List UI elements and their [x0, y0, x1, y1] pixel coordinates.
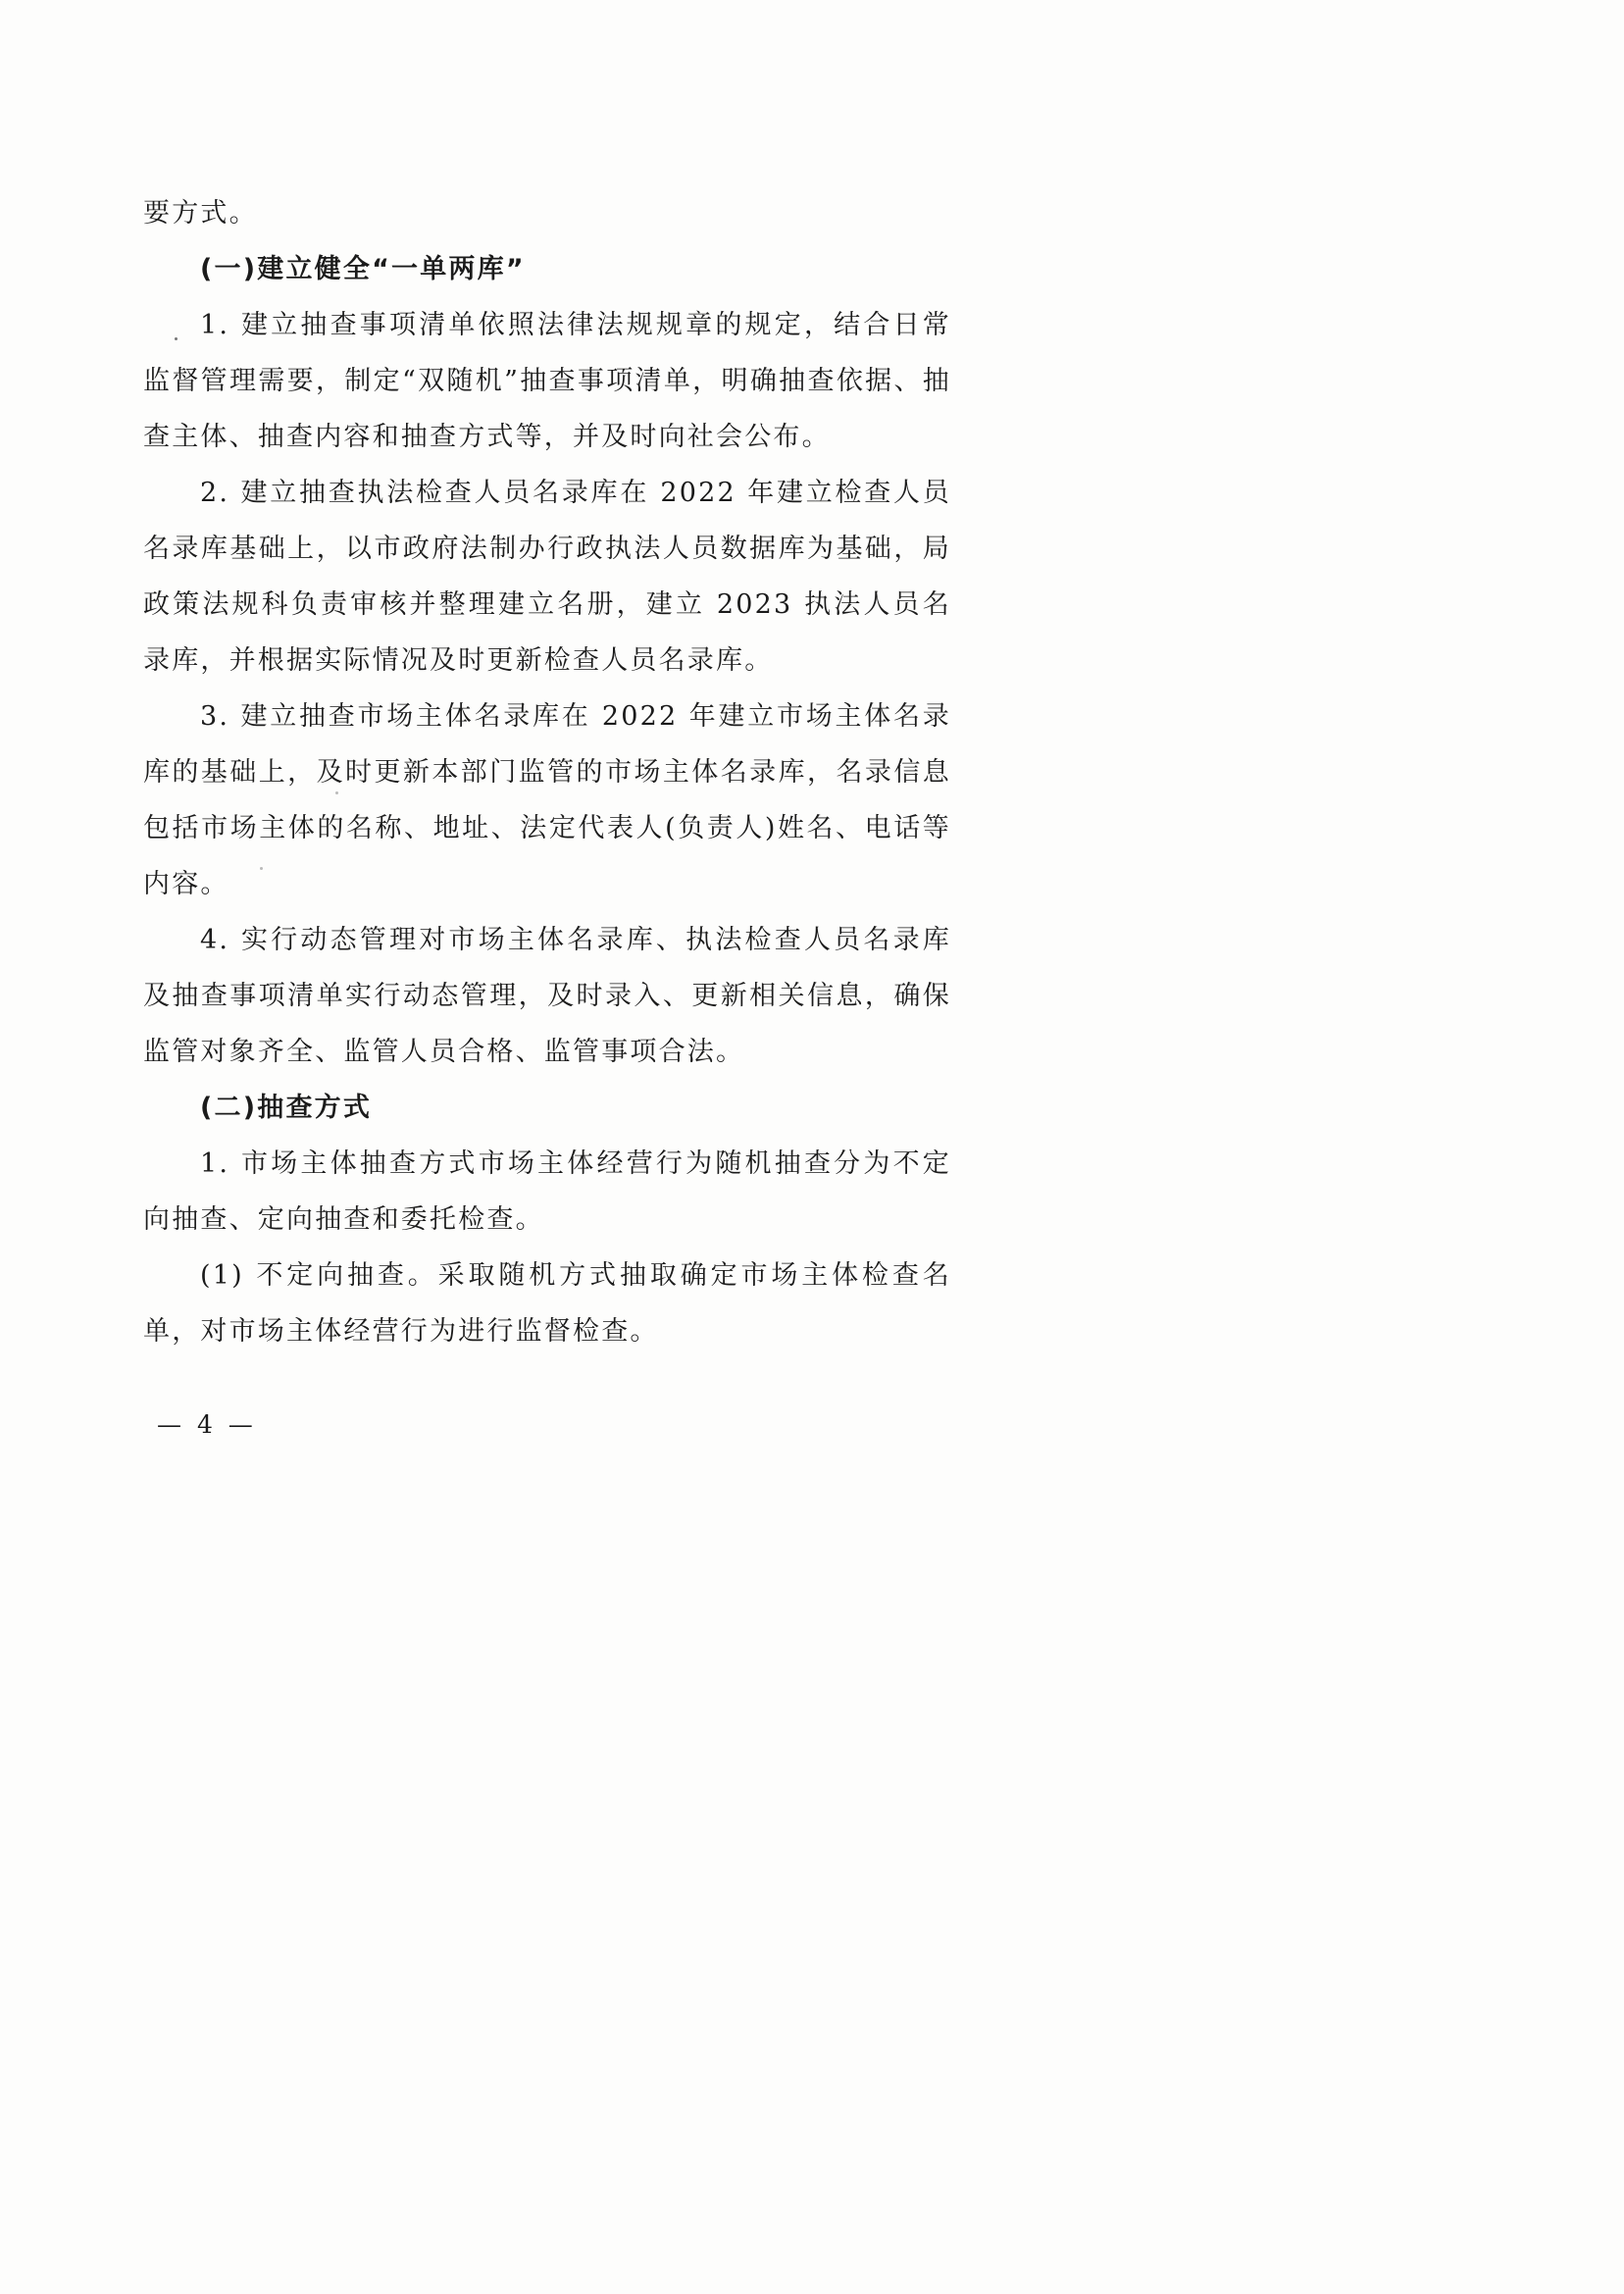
- document-page: [0, 0, 1089, 1535]
- paragraph-item-3: 3. 建立抽查市场主体名录库在 2022 年建立市场主体名录库的基础上，及时更新本部门监管的市场主体名录库，名录信息包括市场主体的名称、地址、法定代表人(负责人)姓名、电话等内容。: [143, 701, 951, 899]
- scan-speck: [260, 867, 263, 870]
- paragraph-item-2: 2. 建立抽查执法检查人员名录库在 2022 年建立检查人员名录库基础上，以市政府法制办行政执法人员数据库为基础，局政策法规科负责审核并整理建立名册，建立 2023 执法人员名录库，并根据实际情况及时更新检查人员名录库。: [143, 478, 951, 676]
- document-body: [143, 185, 951, 1359]
- paragraph-item-4: 4. 实行动态管理对市场主体名录库、执法检查人员名录库及抽查事项清单实行动态管理，及时录入、更新相关信息，确保监管对象齐全、监管人员合格、监管事项合法。: [143, 925, 951, 1067]
- page-number: — 4 —: [157, 1410, 257, 1439]
- scan-speck: [175, 337, 178, 340]
- paragraph-method-1: 1. 市场主体抽查方式市场主体经营行为随机抽查分为不定向抽查、定向抽查和委托检查。: [143, 1148, 951, 1235]
- paragraph-continuation: 要方式。: [143, 198, 258, 229]
- scan-speck: [335, 791, 338, 794]
- paragraph-item-1: 1. 建立抽查事项清单依照法律法规规章的规定，结合日常监督管理需要，制定“双随机”抽查事项清单，明确抽查依据、抽查主体、抽查内容和抽查方式等，并及时向社会公布。: [143, 310, 951, 452]
- paragraph-method-1-sub-1: (1) 不定向抽查。采取随机方式抽取确定市场主体检查名单，对市场主体经营行为进行监督检查。: [143, 1260, 951, 1347]
- section-heading-two: (二)抽查方式: [200, 1093, 373, 1123]
- section-heading-one: (一)建立健全“一单两库”: [200, 254, 526, 284]
